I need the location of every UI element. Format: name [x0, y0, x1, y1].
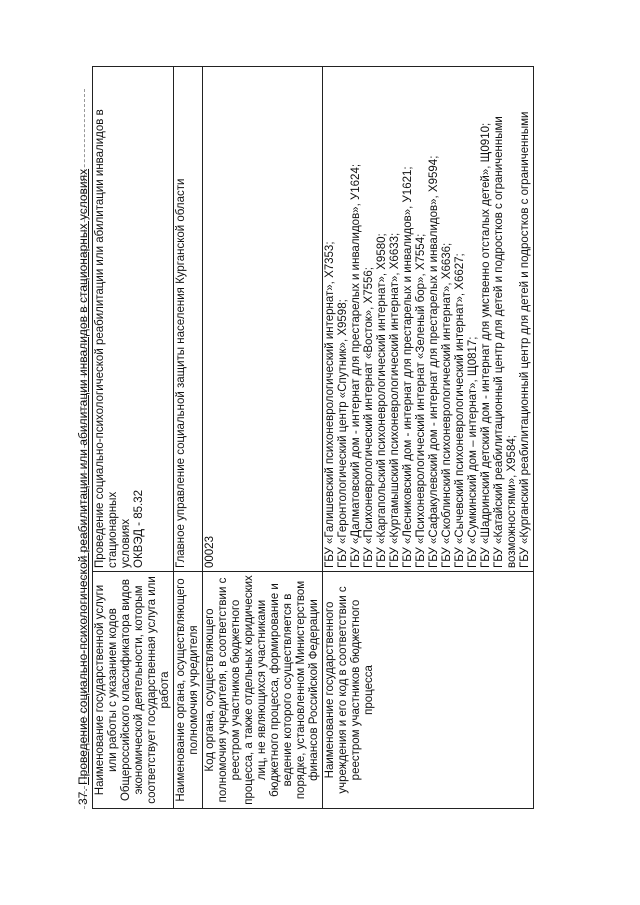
list-item: возможностями», Х9584; [506, 435, 518, 568]
value-line: ОКВЭД - 85.32 [133, 490, 145, 568]
value-line: Главное управление социальной защиты населения Курганской области [175, 178, 187, 568]
list-item: ГБУ «Психоневрологический интернат «Зеленый бор», Х7554; [415, 233, 427, 568]
list-item: ГБУ «Сумкинский дом – интернат», Щ0817; [467, 336, 479, 568]
list-item: ГБУ «Лесниковский дом - интернат для престарелых и инвалидов», У1621; [402, 166, 414, 568]
list-item: ГБУ «Шадринский детский дом - интернат для умственно отсталых детей», Щ0910; [480, 122, 492, 568]
list-item: ГБУ «Психоневрологический интернат «Восток», Х7556; [363, 267, 375, 568]
row-label: Код органа, осуществляющего полномочия учредителя, в соответствии с реестром участников бюджетного процесса, а также отдельных юридических лиц, не являющихся участниками бюджетного процесса, формирование и ведение которого осуществляется в порядке, установленном Министерством финансов Российской Федерации [203, 572, 323, 809]
section-title [76, 169, 90, 805]
list-item: ГБУ «Курганский реабилитационный центр для детей и подростков с ограниченными [519, 111, 531, 568]
row-value [174, 67, 203, 572]
list-item: ГБУ «Геронтологический центр «Спутник», Х9598; [337, 299, 349, 568]
row-value [93, 67, 174, 572]
list-item: ГБУ «Далматовский дом - интернат для престарелых и инвалидов», У1624; [350, 163, 362, 568]
row-value [203, 67, 323, 572]
section-number: 37. [76, 784, 90, 805]
row-label: Наименование государственной услуги или работы с указанием кодов Общероссийского классификатора видов экономической деятельности, которым соответствует государственная услуга или работа [93, 572, 174, 809]
list-item: ГБУ «Куртамышский психоневрологический интернат», Х6633; [389, 232, 401, 568]
list-item: ГБУ «Сафакулевский дом - интернат для престарелых и инвалидов», Х9594; [428, 155, 440, 568]
list-item: ГБУ «Галишевский психоневрологический интернат», Х7353; [324, 241, 336, 568]
table-row [203, 67, 323, 809]
institution-list [323, 67, 534, 572]
list-item: ГБУ «Каргапольский психоневрологический интернат», Х9580; [376, 233, 388, 568]
list-item: ГБУ «Скоблинский психоневрологический интернат», Х6636; [441, 242, 453, 568]
row-label: Наименование органа, осуществляющего полномочия учредителя [174, 572, 203, 809]
value-line: 00023 [204, 536, 216, 568]
value-line: условиях [120, 518, 132, 568]
value-line: Проведение социально-психологической реабилитации или абилитации инвалидов в стационарных [94, 109, 119, 568]
service-table [92, 66, 534, 809]
list-item: ГБУ «Катайский реабилитационный центр для детей и подростков с ограниченными [493, 116, 505, 568]
section-title-text: Проведение социально-психологической реабилитации или абилитации инвалидов в стационарных условиях [76, 168, 90, 785]
list-item: ГБУ «Сычевский психоневрологический интернат», Х6627; [454, 253, 466, 568]
table-row [174, 67, 203, 809]
row-label: Наименование государственного учреждения и его код в соответствии с реестром участников бюджетного процесса [323, 572, 534, 809]
table-row [93, 67, 174, 809]
table-row [323, 67, 534, 809]
